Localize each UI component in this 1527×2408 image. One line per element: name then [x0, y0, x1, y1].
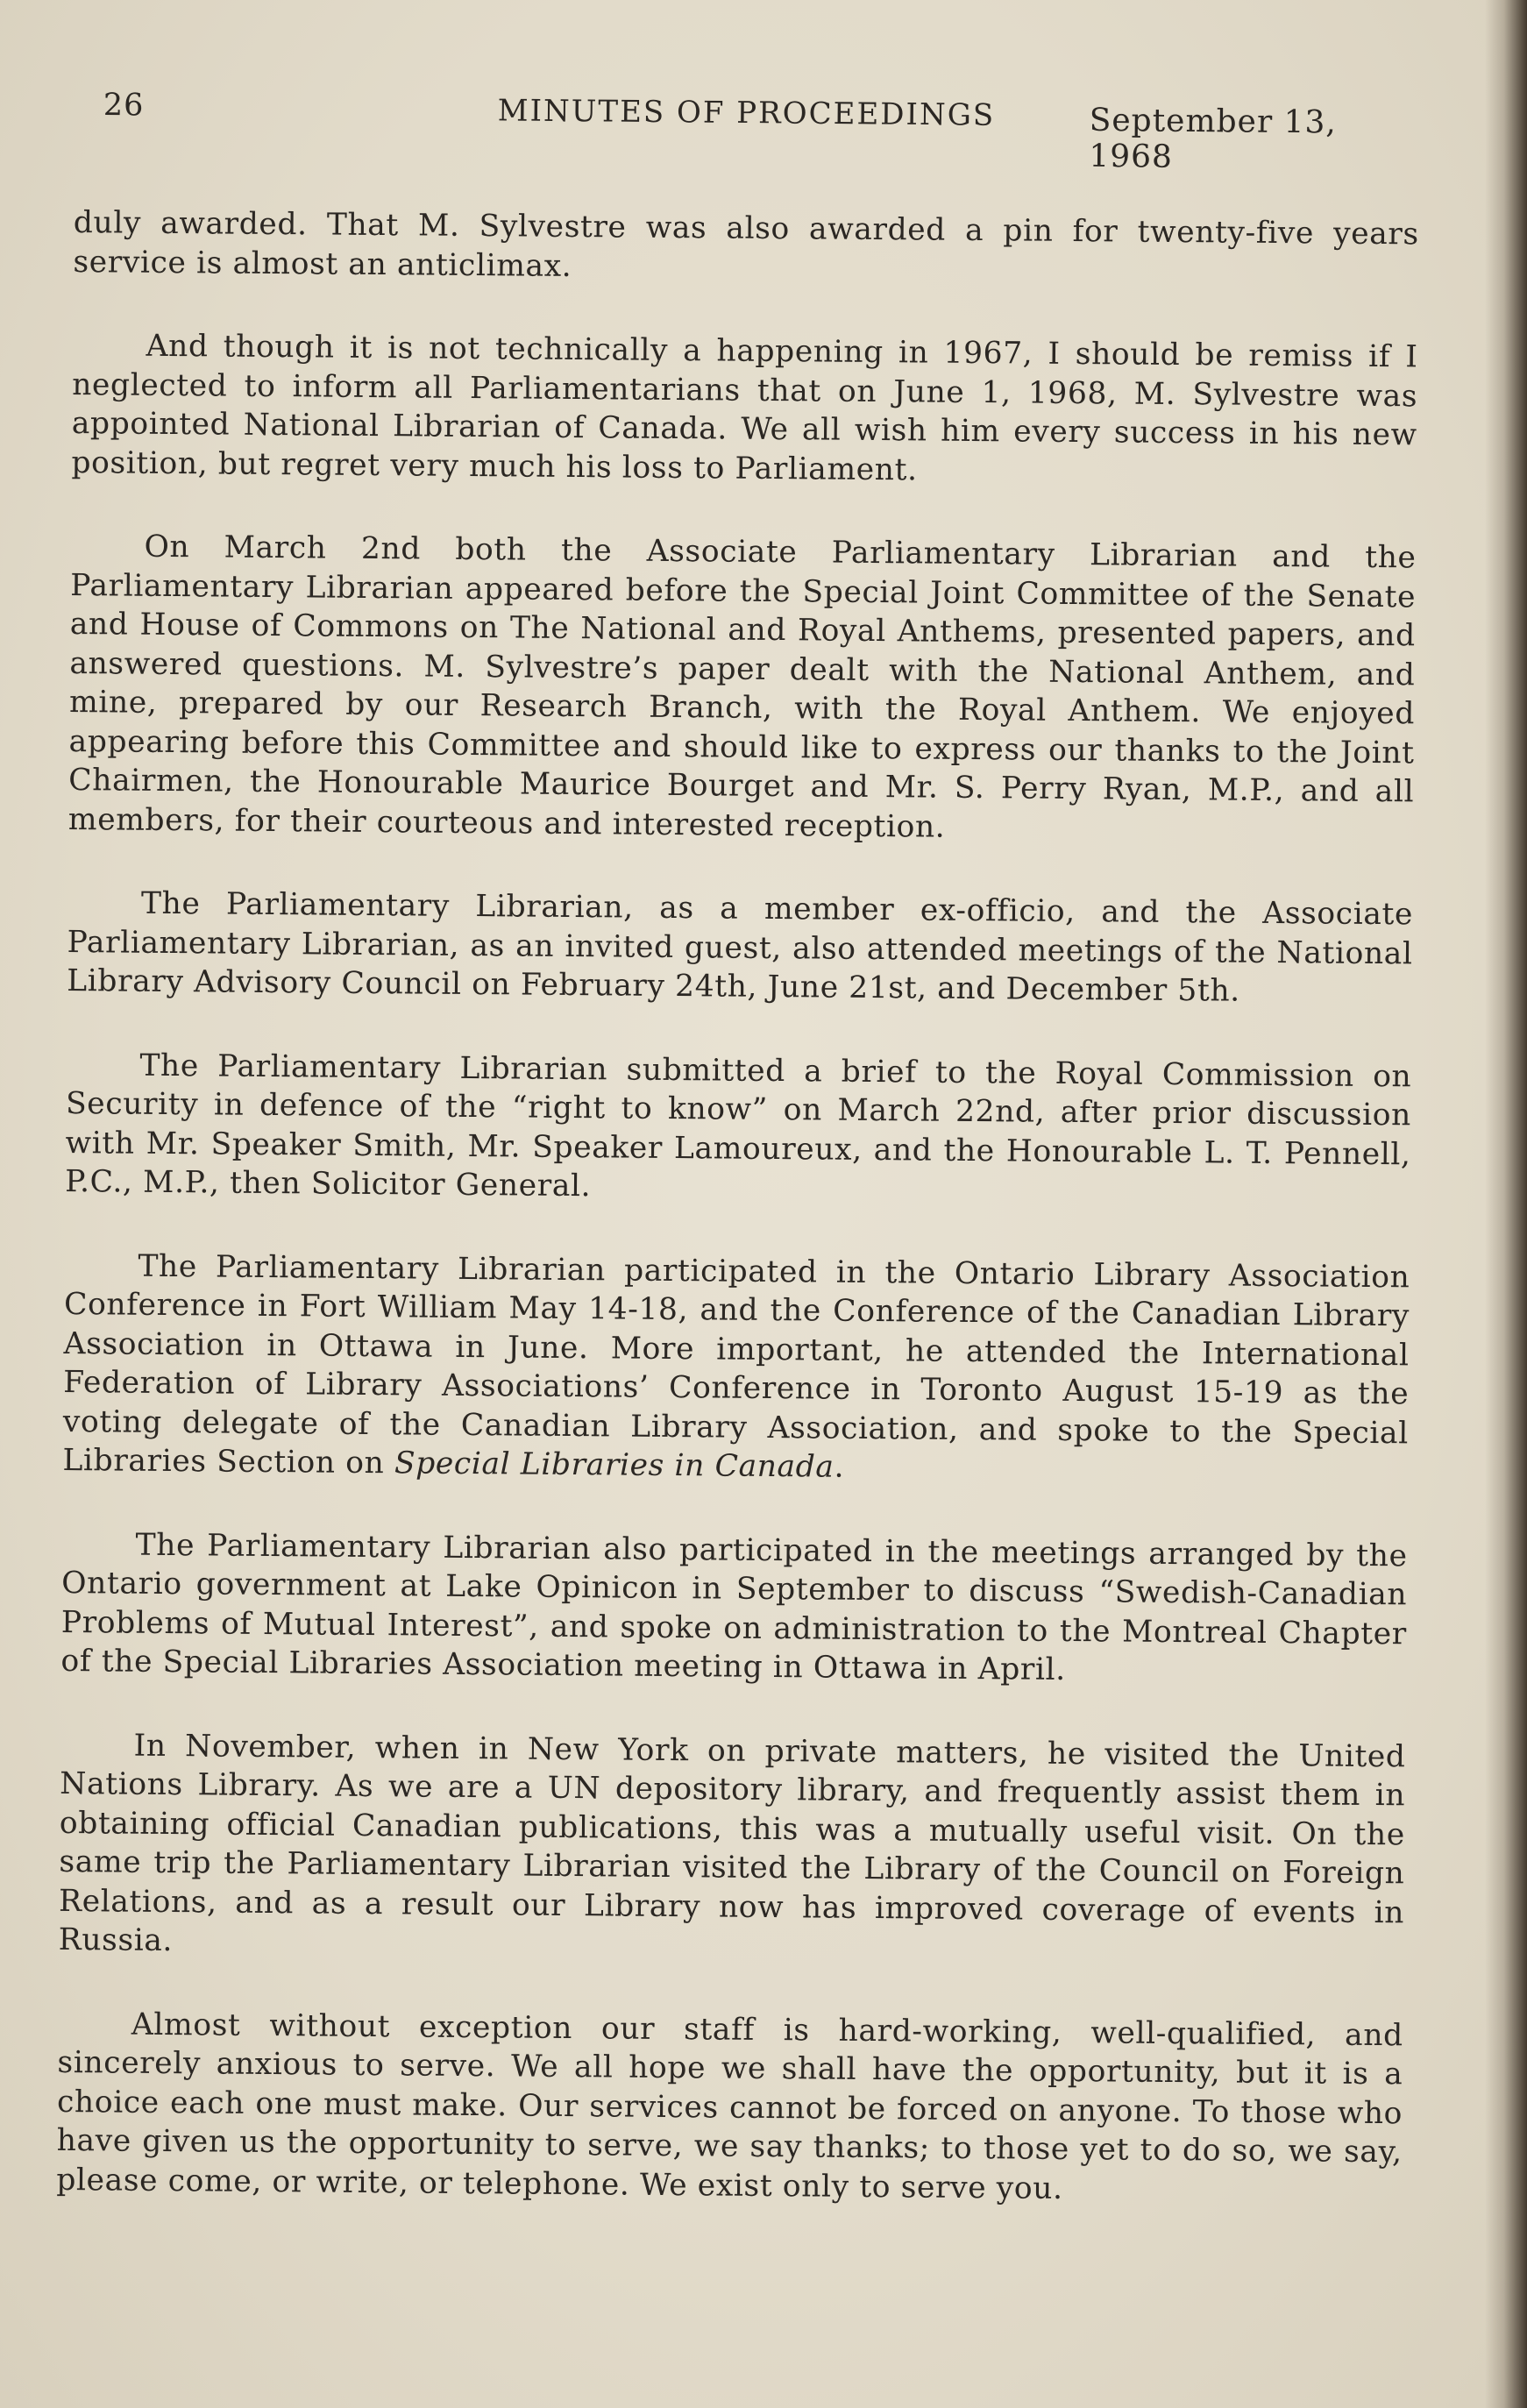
paragraph-6-italic-title: Special Libraries in Canada	[394, 1446, 835, 1485]
paragraph-6-end: .	[834, 1449, 845, 1485]
paragraph-7: The Parliamentary Librarian also participated in the meetings arranged by the Ontario government at Lake Opinicon in September to discuss “Swedish-Canadian Problems of Mutual Interest”, and spoke on administration to the Montreal Chapter of the Special Libraries Association meeting in Ottawa in April.	[60, 1527, 1408, 1687]
paragraph-6-text: The Parliamentary Librarian participated in the Ontario Library Association Conference in Fort William May 14-18, and the Conference of the Canadian Library Association in Ottawa in June. More important, he attended the International Federation of Library Associations’ Conference in Toronto August 15-19 as the voting delegate of the Canadian Library Association, and spoke to the Special Libraries Section on	[62, 1248, 1410, 1481]
paragraph-9: Almost without exception our staff is hard-working, well-qualified, and sincerely anxious to serve. We all hope we shall have the opportunity, but it is a choice each one must make. Our services cannot be forced on anyone. To those who have given us the opportunity to serve, we say thanks; to those yet to do so, we say, please come, or write, or telephone. We exist only to serve you.	[56, 2007, 1403, 2206]
paragraph-4: The Parliamentary Librarian, as a member ex-officio, and the Associate Parliamentary Librarian, as an invited guest, also attended meetings of the National Library Advisory Council on February 24th, June 21st, and December 5th.	[67, 885, 1414, 1009]
paragraph-2: And though it is not technically a happening in 1967, I should be remiss if I neglected to inform all Parliamentarians that on June 1, 1968, M. Sylvestre was appointed National Librarian of Canada. We all wish him every success in his new position, but regret very much his loss to Parliament.	[71, 328, 1418, 487]
paragraph-3: On March 2nd both the Associate Parliamentary Librarian and the Parliamentary Librarian appeared before the Special Joint Committee of the Senate and House of Commons on The National and Royal Anthems, presented papers, and answered questions. M. Sylvestre’s paper dealt with the National Anthem, and mine, prepared by our Research Branch, with the Royal Anthem. We enjoyed appearing before this Committee and should like to express our thanks to the Joint Chairmen, the Honourable Maurice Bourget and Mr. S. Perry Ryan, M.P., and all members, for their courteous and interested reception.	[67, 529, 1417, 845]
paragraph-5: The Parliamentary Librarian submitted a brief to the Royal Commission on Security in defence of the “right to know” on March 22nd, after prior discussion with Mr. Speaker Smith, Mr. Speaker Lamoureux, and the Honourable L. T. Pennell, P.C., M.P., then Solicitor General.	[65, 1048, 1412, 1204]
body-text	[56, 203, 1419, 2255]
paragraph-8: In November, when in New York on private matters, he visited the United Nations Library. As we are a UN depository library, and frequently assist them in obtaining official Canadian publications, this was a mutually useful visit. On the same trip the Parliamentary Librarian visited the Library of the Council on Foreign Relations, and as a result our Library now has improved coverage of events in Russia.	[58, 1728, 1406, 1959]
page-edge-shadow	[1485, 0, 1527, 2408]
running-title: MINUTES OF PROCEEDINGS	[497, 93, 996, 133]
paragraph-6	[62, 1246, 1410, 1491]
paragraph-1: duly awarded. That M. Sylvestre was also awarded a pin for twenty-five years service is almost an anticlimax.	[73, 204, 1419, 284]
page-number: 26	[103, 88, 145, 124]
page-header	[103, 88, 1418, 175]
running-date: September 13, 1968	[1089, 102, 1338, 175]
